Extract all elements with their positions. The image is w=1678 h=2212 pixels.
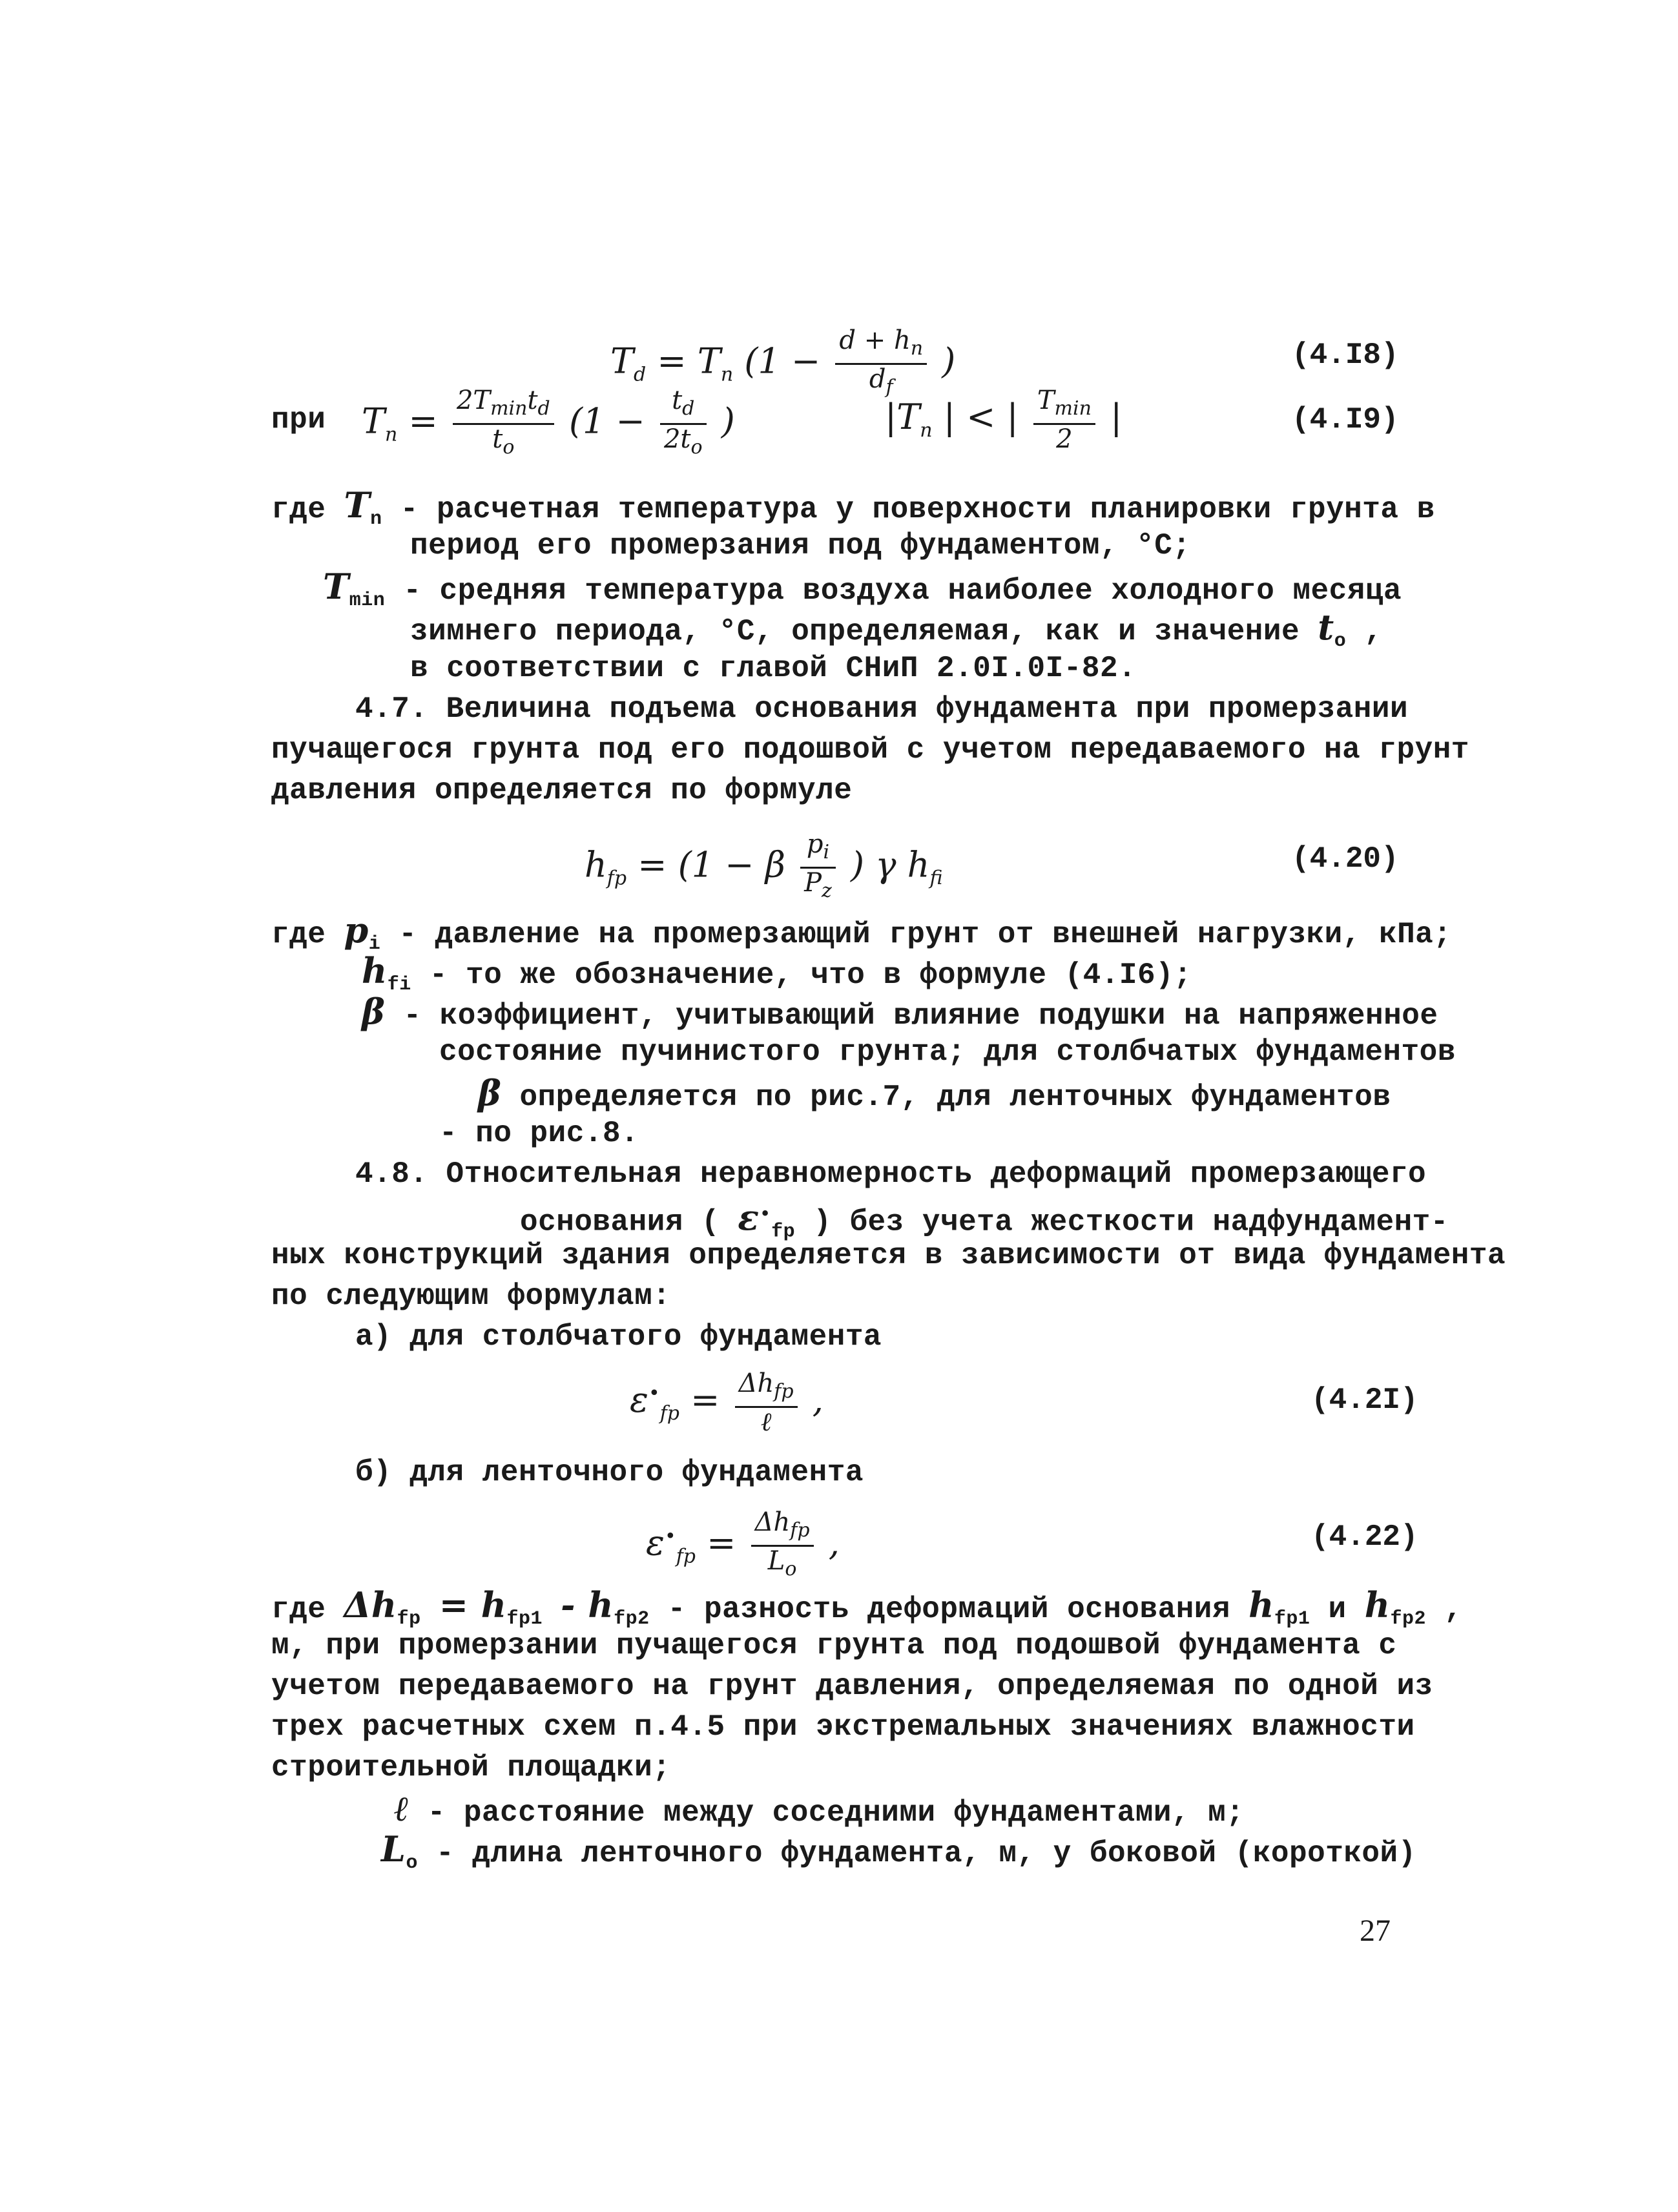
fraction: $\frac{T_{min}}{2}$ xyxy=(1033,386,1095,453)
text-line: учетом передаваемого на грунт давления, определяемая по одной из xyxy=(271,1669,1433,1703)
text-line: а) для столбчатого фундамента xyxy=(355,1320,882,1354)
fraction: $\frac{d + h_n}{d_f}$ xyxy=(835,326,927,402)
formula-4-21: $\varepsilon^•_{fp}$ = $\frac{\Delta h_{fp}}{\text{ℓ}}$ , xyxy=(630,1369,823,1437)
page-number: 27 xyxy=(1360,1914,1391,1948)
text-line: $T_{min}$ - средняя температура воздуха наиболее холодного месяца xyxy=(323,566,1402,612)
text-line: ℓ - расстояние между соседними фундаментами, м; xyxy=(394,1788,1245,1830)
equation-number-4-21: (4.2I) xyxy=(1311,1383,1418,1417)
equation-number-4-19: (4.I9) xyxy=(1292,403,1399,437)
text-line: по следующим формулам: xyxy=(271,1279,671,1313)
equation-number-4-18: (4.I8) xyxy=(1292,338,1399,372)
fraction: $\frac{t_d}{2t_o}$ xyxy=(660,386,707,462)
fraction: $\frac{2T_{min}t_d}{t_o}$ xyxy=(453,386,554,462)
text-line: где $\Delta h_{fp} = h_{fp1} - h_{fp2}$ - разность деформаций основания $h_{fp1}$ и $h_{fp2}$ , xyxy=(271,1584,1463,1631)
equation-number-4-20: (4.20) xyxy=(1292,842,1399,876)
formula-4-22: $\varepsilon^•_{fp}$ = $\frac{\Delta h_{fp}}{L_o}$ , xyxy=(646,1508,840,1584)
text-line: трех расчетных схем п.4.5 при экстремальных значениях влажности xyxy=(271,1710,1415,1744)
paragraph-4-8: 4.8. Относительная неравномерность деформаций промерзающего xyxy=(355,1157,1427,1191)
equation-number-4-22: (4.22) xyxy=(1311,1520,1418,1554)
text-line: в соответствии с главой СНиП 2.0I.0I-82. xyxy=(410,652,1137,685)
fraction: $\frac{p_i}{P_z}$ xyxy=(800,830,836,905)
text-line: где $p_i$ - давление на промерзающий грунт от внешней нагрузки, кПа; xyxy=(271,909,1452,956)
text-line: б) для ленточного фундамента xyxy=(355,1456,864,1489)
formula-pri-label: при xyxy=(271,403,326,437)
formula-4-19: $T_n$ = $\frac{2T_{min}t_d}{t_o}$ (1 − $\frac{t_d}{2t_o}$ ) xyxy=(362,386,735,462)
formula-4-19-condition: $|T_n$ | < | $\frac{T_{min}}{2}$ | xyxy=(885,386,1123,454)
text-line: ных конструкций здания определяется в зависимости от вида фундамента xyxy=(271,1239,1506,1272)
text-line: основания ( $\varepsilon^•_{fp}$ ) без учета жесткости надфундамент- xyxy=(520,1197,1449,1243)
text-line: где $T_n$ - расчетная температура у поверхности планировки грунта в xyxy=(271,484,1435,531)
text-line: β определяется по рис.7, для ленточных фундаментов xyxy=(478,1072,1391,1114)
text-line: β - коэффициент, учитывающий влияние подушки на напряженное xyxy=(362,991,1438,1033)
text-line: состояние пучинистого грунта; для столбчатых фундаментов xyxy=(439,1035,1456,1069)
text-line: - по рис.8. xyxy=(439,1117,639,1150)
text-line: пучащегося грунта под его подошвой с учетом передаваемого на грунт xyxy=(271,733,1469,767)
paragraph-4-7: 4.7. Величина подъема основания фундамента при промерзании xyxy=(355,692,1409,726)
text-line: $h_{fi}$ - то же обозначение, что в формуле (4.I6); xyxy=(362,950,1192,997)
text-line: давления определяется по формуле xyxy=(271,774,853,807)
text-line: период его промерзания под фундаментом, °С; xyxy=(410,529,1191,563)
formula-4-18: $T_d = T_n$ (1 − $\frac{d + h_n}{d_f}$ ) xyxy=(610,326,955,402)
text-line: зимнего периода, °С, определяемая, как и значение $t_o$ , xyxy=(410,606,1383,653)
text-line: $L_o$ - длина ленточного фундамента, м, у боковой (короткой) xyxy=(381,1828,1416,1875)
fraction: $\frac{\Delta h_{fp}}{\text{ℓ}}$ xyxy=(735,1369,798,1436)
formula-4-20: $h_{fp} = (1 - \beta$ $\frac{p_i}{P_z}$ ) γ $h_{fi}$ xyxy=(585,830,942,905)
text-line: строительной площадки; xyxy=(271,1751,671,1784)
fraction: $\frac{\Delta h_{fp}}{L_o}$ xyxy=(751,1508,814,1584)
text-line: м, при промерзании пучащегося грунта под подошвой фундамента с xyxy=(271,1629,1397,1662)
